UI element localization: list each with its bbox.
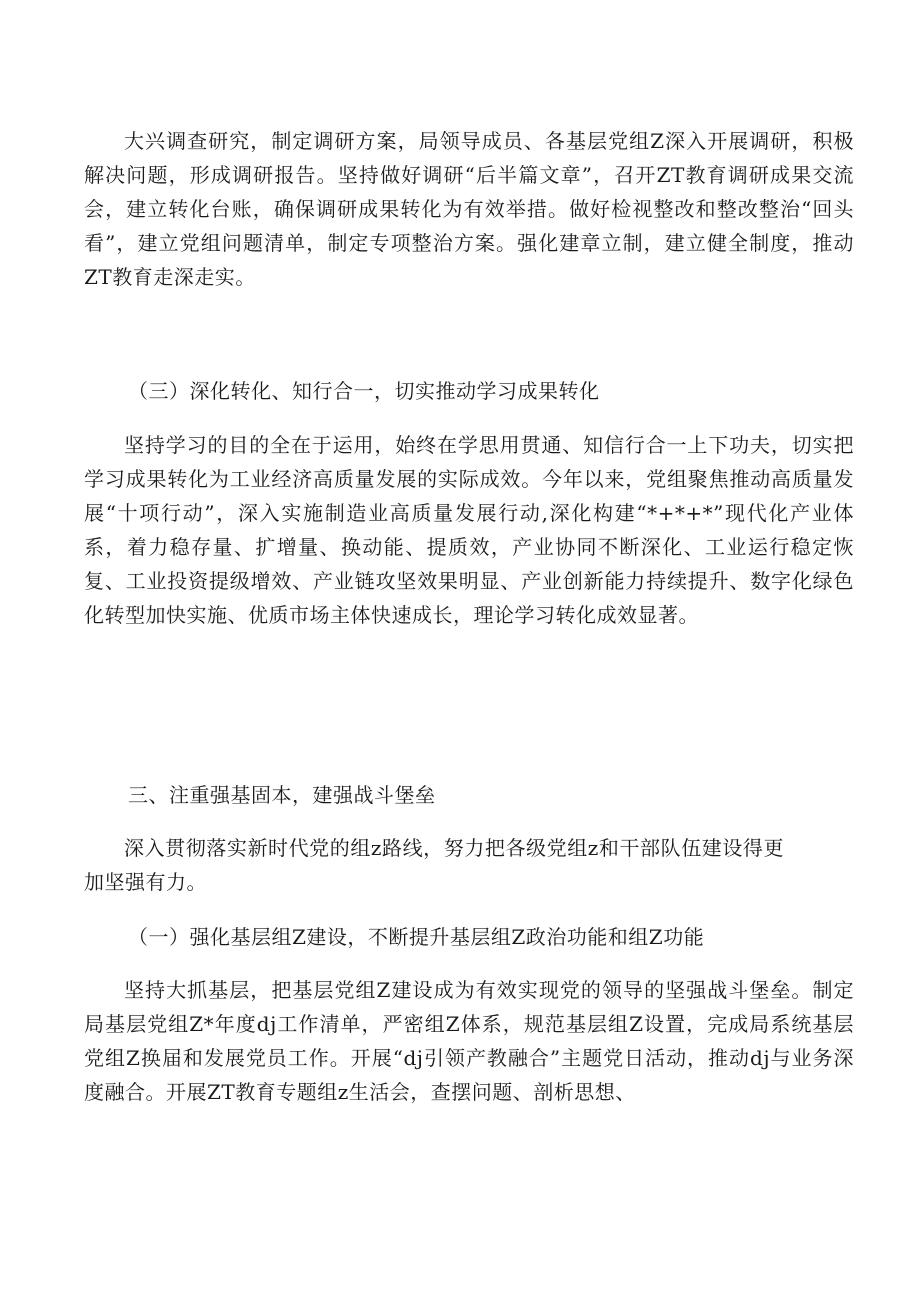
body-paragraph: 大兴调查研究，制定调研方案，局领导成员、各基层党组Z深入开展调研，积极解决问题，形成调研报告。坚持做好调研“后半篇文章”，召开ZT教育调研成果交流会，建立转化台账，确保调研成果转化为有效举措。做好检视整改和整改整治“回头看”，建立党组问题清单，制定专项整治方案。强化建章立制，建立健全制度，推动ZT教育走深走实。 (84, 129, 854, 289)
subsection-heading: （一）强化基层组Z建设，不断提升基层组Z政治功能和组Z功能 (128, 925, 705, 949)
subsection-heading: （三）深化转化、知行合一，切实推动学习成果转化 (128, 379, 600, 403)
section-heading: 三、注重强基固本，建强战斗堡垒 (128, 783, 436, 807)
body-paragraph: 坚持学习的目的全在于运用，始终在学思用贯通、知信行合一上下功夫，切实把学习成果转化为工业经济高质量发展的实际成效。今年以来，党组聚焦推动高质量发展“十项行动”，深入实施制造业高质量发展行动,深化构建“*+*+*”现代化产业体系，着力稳存量、扩增量、换动能、提质效，产业协同不断深化、工业运行稳定恢复、工业投资提级增效、产业链攻坚效果明显、产业创新能力持续提升、数字化绿色化转型加快实施、优质市场主体快速成长，理论学习转化成效显著。 (84, 433, 854, 627)
body-paragraph: 深入贯彻落实新时代党的组z路线，努力把各级党组z和干部队伍建设得更加坚强有力。 (84, 836, 784, 894)
body-paragraph: 坚持大抓基层，把基层党组Z建设成为有效实现党的领导的坚强战斗堡垒。制定局基层党组Z*年度dj工作清单，严密组Z体系，规范基层组Z设置，完成局系统基层党组Z换届和发展党员工作。开展“dj引领产教融合”主题党日活动，推动dj与业务深度融合。开展ZT教育专题组z生活会，查摆问题、剖析思想、 (84, 978, 854, 1104)
